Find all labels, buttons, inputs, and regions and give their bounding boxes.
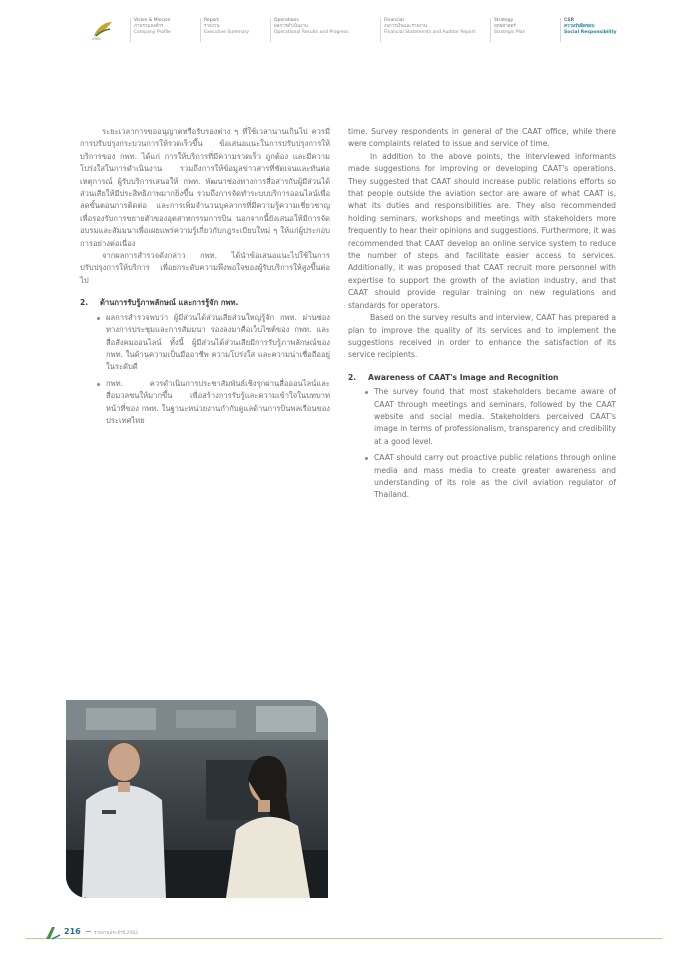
nav-item-english: Operational Results and Progress	[274, 30, 349, 35]
bullet-list	[348, 386, 616, 502]
nav-divider	[200, 18, 201, 42]
section-number: 2.	[80, 298, 89, 308]
nav-item-label: Strategy	[494, 18, 514, 23]
nav-item-english: Strategic Plan	[494, 30, 526, 35]
nav-item-thai: ยุทธศาสตร์	[494, 24, 516, 29]
nav-item-english: Company Profile	[134, 30, 171, 35]
section-heading	[80, 297, 330, 309]
nav-divider	[270, 18, 271, 42]
paragraph: Based on the survey results and interview, CAAT has prepared a plan to improve the quality of its services and to implement the suggestions received in order to enhance the satisfaction of its service recipients.	[348, 313, 616, 360]
nav-item-operations[interactable]	[274, 18, 349, 36]
english-text-column	[348, 126, 616, 506]
nav-item-english: Financial Statements and Auditor Report	[384, 30, 476, 35]
logo-caption: บริษัท	[92, 37, 101, 41]
nav-item-thai: รายงาน	[204, 24, 220, 29]
section-number: 2.	[348, 372, 357, 382]
nav-item-csr[interactable]	[564, 18, 617, 36]
list-item: ผลการสำรวจพบว่า ผู้มีส่วนได้ส่วนเสียส่วนใหญ่รู้จัก กพท. ผ่านช่องทางการประชุมและการสัมมนา รองลงมาคือเว็บไซต์ของ กพท. และสื่อสังคมออนไลน์ ทั้งนี้ ผู้มีส่วนได้ส่วนเสียมีการรับรู้ภาพลักษณ์ของ กพท. ในด้านความเป็นมืออาชีพ ความโปร่งใส และความน่าเชื่อถืออยู่ในระดับดี	[106, 312, 330, 374]
nav-item-english: Executive Summary	[204, 30, 250, 35]
nav-item-label: Operations	[274, 18, 299, 23]
footer-rule	[26, 938, 662, 939]
bullet-list	[80, 312, 330, 428]
paragraph: ระยะเวลาการขออนุญาตหรือรับรองต่าง ๆ ที่ใช้เวลานานเกินไป ควรมีการปรับปรุงกระบวนการให้รวดเร็วขึ้น ข้อเสนอแนะในการปรับปรุงการให้บริการของ กพท. ได้แก่ การให้บริการที่มีความรวดเร็ว ถูกต้อง และมีความโปร่งใสในการดำเนินงาน รวมถึงการให้ข้อมูลข่าวสารที่ชัดเจนและทันต่อเหตุการณ์ ผู้รับบริการเสนอให้ กพท. พัฒนาช่องทางการสื่อสารกับผู้มีส่วนได้ส่วนเสียให้มีประสิทธิภาพมากยิ่งขึ้น รวมถึงการจัดทำระบบบริการออนไลน์เพื่อลดขั้นตอนการติดต่อ และการเพิ่มจำนวนบุคลากรที่มีความรู้ความเชี่ยวชาญเพื่อรองรับการขยายตัวของอุตสาหกรรมการบิน นอกจากนี้ยังเสนอให้มีการจัดอบรมและสัมมนาเพื่อเผยแพร่ความรู้เกี่ยวกับกฎระเบียบใหม่ ๆ ให้แก่ผู้ประกอบการอย่างต่อเนื่อง	[80, 127, 330, 248]
nav-item-profile[interactable]	[134, 18, 171, 36]
nav-item-label: Report	[204, 18, 219, 23]
nav-item-financial[interactable]	[384, 18, 475, 36]
list-item: CAAT should carry out proactive public relations through online media and mass media to create greater awareness and understanding of its role as the civil aviation regulator of Thailand.	[374, 452, 616, 502]
paragraph: time. Survey respondents in general of the CAAT office, while there were complaints related to issue and service of time.	[348, 127, 616, 149]
nav-item-strategy[interactable]	[494, 18, 525, 36]
nav-divider	[490, 18, 491, 42]
nav-item-label: Vision & Mission	[134, 18, 171, 23]
nav-divider	[560, 18, 561, 42]
nav-item-thai: งบการเงินและรายงาน	[384, 24, 427, 29]
photo-two-women-talking	[66, 700, 328, 898]
nav-divider	[380, 18, 381, 42]
nav-item-thai: ผลการดำเนินงาน	[274, 24, 309, 29]
paragraph: In addition to the above points, the interviewed informants made suggestions for improving or developing CAAT's operations. They suggested that CAAT should increase public relations efforts so that people outside the aviation sector are aware of what CAAT is, what its duties and responsibilities are. They also recommended holding seminars, workshops and meetings with stakeholders more frequently to hear their opinions and suggestions. Furthermore, it was recommended that CAAT develop an online service system to reduce the number of steps and facilitate easier access to services. Additionally, it was proposed that CAAT recruit more personnel with expertise to support the growth of the aviation industry, and that CAAT should provide regular training on new regulations and standards for operators.	[348, 151, 616, 310]
section-heading	[348, 372, 616, 384]
footer-title: รายงานประจำปี 2562	[94, 931, 138, 936]
footer-logo-icon	[44, 925, 62, 941]
nav-item-thai: ภาพรวมองค์กร	[134, 24, 164, 29]
list-item: กพท. ควรดำเนินการประชาสัมพันธ์เชิงรุกผ่านสื่อออนไลน์และสื่อมวลชนให้มากขึ้น เพื่อสร้างการรับรู้และความเข้าใจในบทบาทหน้าที่ของ กพท. ในฐานะหน่วยงานกำกับดูแลด้านการบินพลเรือนของประเทศไทย	[106, 378, 330, 428]
nav-item-label: CSR	[564, 18, 575, 23]
list-item: The survey found that most stakeholders became aware of CAAT through meetings and seminars, followed by the CAAT website and social media. Stakeholders perceived CAAT's image in terms of professionalism, transparency and credibility at a good level.	[374, 386, 616, 448]
thai-text-column	[80, 126, 330, 431]
nav-item-thai: ความรับผิดชอบ	[564, 24, 595, 29]
nav-item-label: Financial	[384, 18, 404, 23]
nav-item-english: Social Responsibility	[564, 30, 617, 35]
nav-divider	[130, 18, 131, 42]
footer-separator	[86, 931, 91, 932]
section-title: Awareness of CAAT's Image and Recognition	[368, 372, 559, 382]
top-navigation	[90, 16, 650, 46]
section-title: ด้านการรับรู้ภาพลักษณ์ และการรู้จัก กพท.	[100, 298, 239, 308]
paragraph: จากผลการสำรวจดังกล่าว กพท. ได้นำข้อเสนอแนะไปใช้ในการปรับปรุงการให้บริการ เพื่อยกระดับความพึงพอใจของผู้รับบริการให้สูงขึ้นต่อไป	[80, 251, 330, 285]
page-number: 216	[64, 927, 81, 936]
nav-item-report[interactable]	[204, 18, 249, 36]
